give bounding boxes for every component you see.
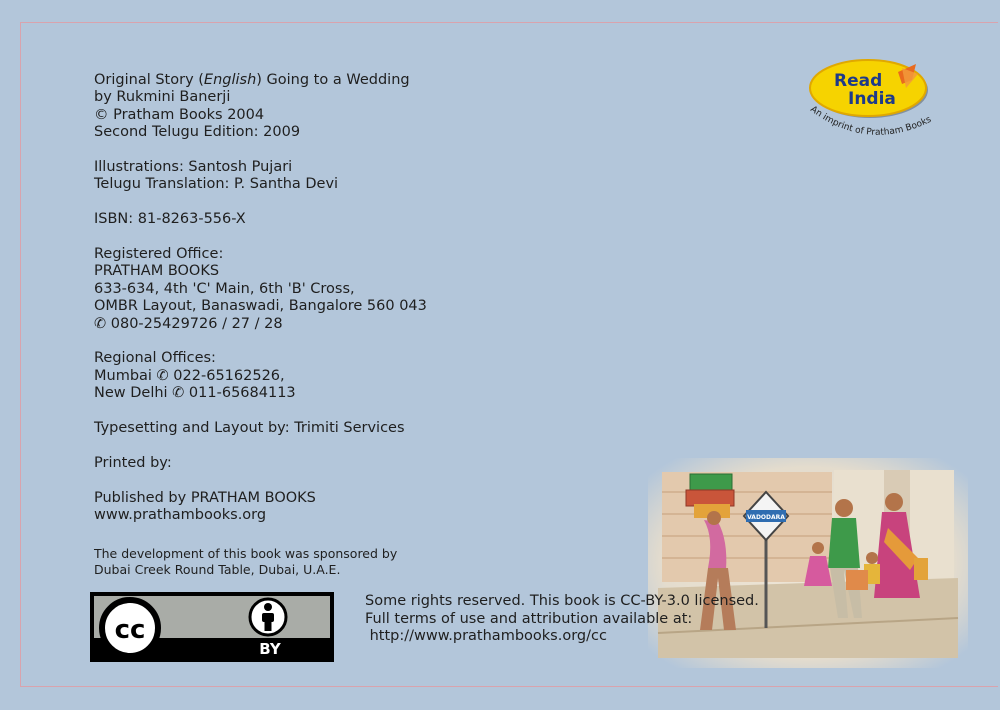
printed-by-line: Printed by: xyxy=(94,454,172,471)
cc-logo-icon xyxy=(96,596,166,660)
license-notice xyxy=(365,593,759,646)
original-story-line: Original Story (English) Going to a Wedding xyxy=(94,72,410,88)
publisher-name: PRATHAM BOOKS xyxy=(94,263,220,280)
typesetting-block xyxy=(94,420,474,437)
regional-offices-heading: Regional Offices: xyxy=(94,350,216,367)
rights-line-2: Full terms of use and attribution available at: xyxy=(365,610,693,627)
station-sign-text: VADODARA xyxy=(747,514,785,521)
sponsor-note xyxy=(94,546,397,578)
copyright-line: © Pratham Books 2004 xyxy=(94,106,265,123)
credits-block xyxy=(94,72,474,542)
printer-block xyxy=(94,455,474,472)
address-line-1: 633-634, 4th 'C' Main, 6th 'B' Cross, xyxy=(94,280,355,297)
registered-office xyxy=(94,246,474,333)
edition-line: Second Telugu Edition: 2009 xyxy=(94,124,301,141)
registered-office-heading: Registered Office: xyxy=(94,246,224,263)
illustrations-line: Illustrations: Santosh Pujari xyxy=(94,159,293,176)
logo-tagline: An imprint of Pratham Books xyxy=(808,104,934,138)
by-label: BY xyxy=(259,640,281,658)
sponsor-line-1: The development of this book was sponsored by xyxy=(94,546,398,561)
address-line-2: OMBR Layout, Banaswadi, Bangalore 560 043 xyxy=(94,298,427,315)
published-by-line: Published by PRATHAM BOOKS xyxy=(94,489,316,506)
isbn-line: ISBN: 81-8263-556-X xyxy=(94,211,246,228)
cc-by-license-badge xyxy=(90,592,334,662)
delhi-phone: New Delhi ✆ 011-65684113 xyxy=(94,385,296,402)
contributors xyxy=(94,159,474,194)
isbn-block xyxy=(94,211,474,228)
website-line: www.prathambooks.org xyxy=(94,507,267,524)
read-india-logo xyxy=(806,58,936,144)
mumbai-phone: Mumbai ✆ 022-65162526, xyxy=(94,367,285,384)
translation-line: Telugu Translation: P. Santha Devi xyxy=(94,176,339,193)
regional-offices xyxy=(94,350,474,402)
logo-india-text: India xyxy=(848,89,896,109)
author-line: by Rukmini Banerji xyxy=(94,89,231,106)
attribution-person-icon xyxy=(248,597,288,637)
sponsor-line-2: Dubai Creek Round Table, Dubai, U.A.E. xyxy=(94,562,341,577)
license-url[interactable]: http://www.prathambooks.org/cc xyxy=(365,628,607,645)
story-language: English xyxy=(203,72,257,88)
typesetting-line: Typesetting and Layout by: Trimiti Services xyxy=(94,420,405,437)
rights-line-1: Some rights reserved. This book is CC-BY-3.0 licensed. xyxy=(365,593,759,609)
registered-phone: ✆ 080-25429726 / 27 / 28 xyxy=(94,315,283,332)
logo-read-text: Read xyxy=(834,71,883,91)
cc-text: cc xyxy=(114,615,146,645)
story-info xyxy=(94,72,474,142)
publisher-block xyxy=(94,490,474,525)
